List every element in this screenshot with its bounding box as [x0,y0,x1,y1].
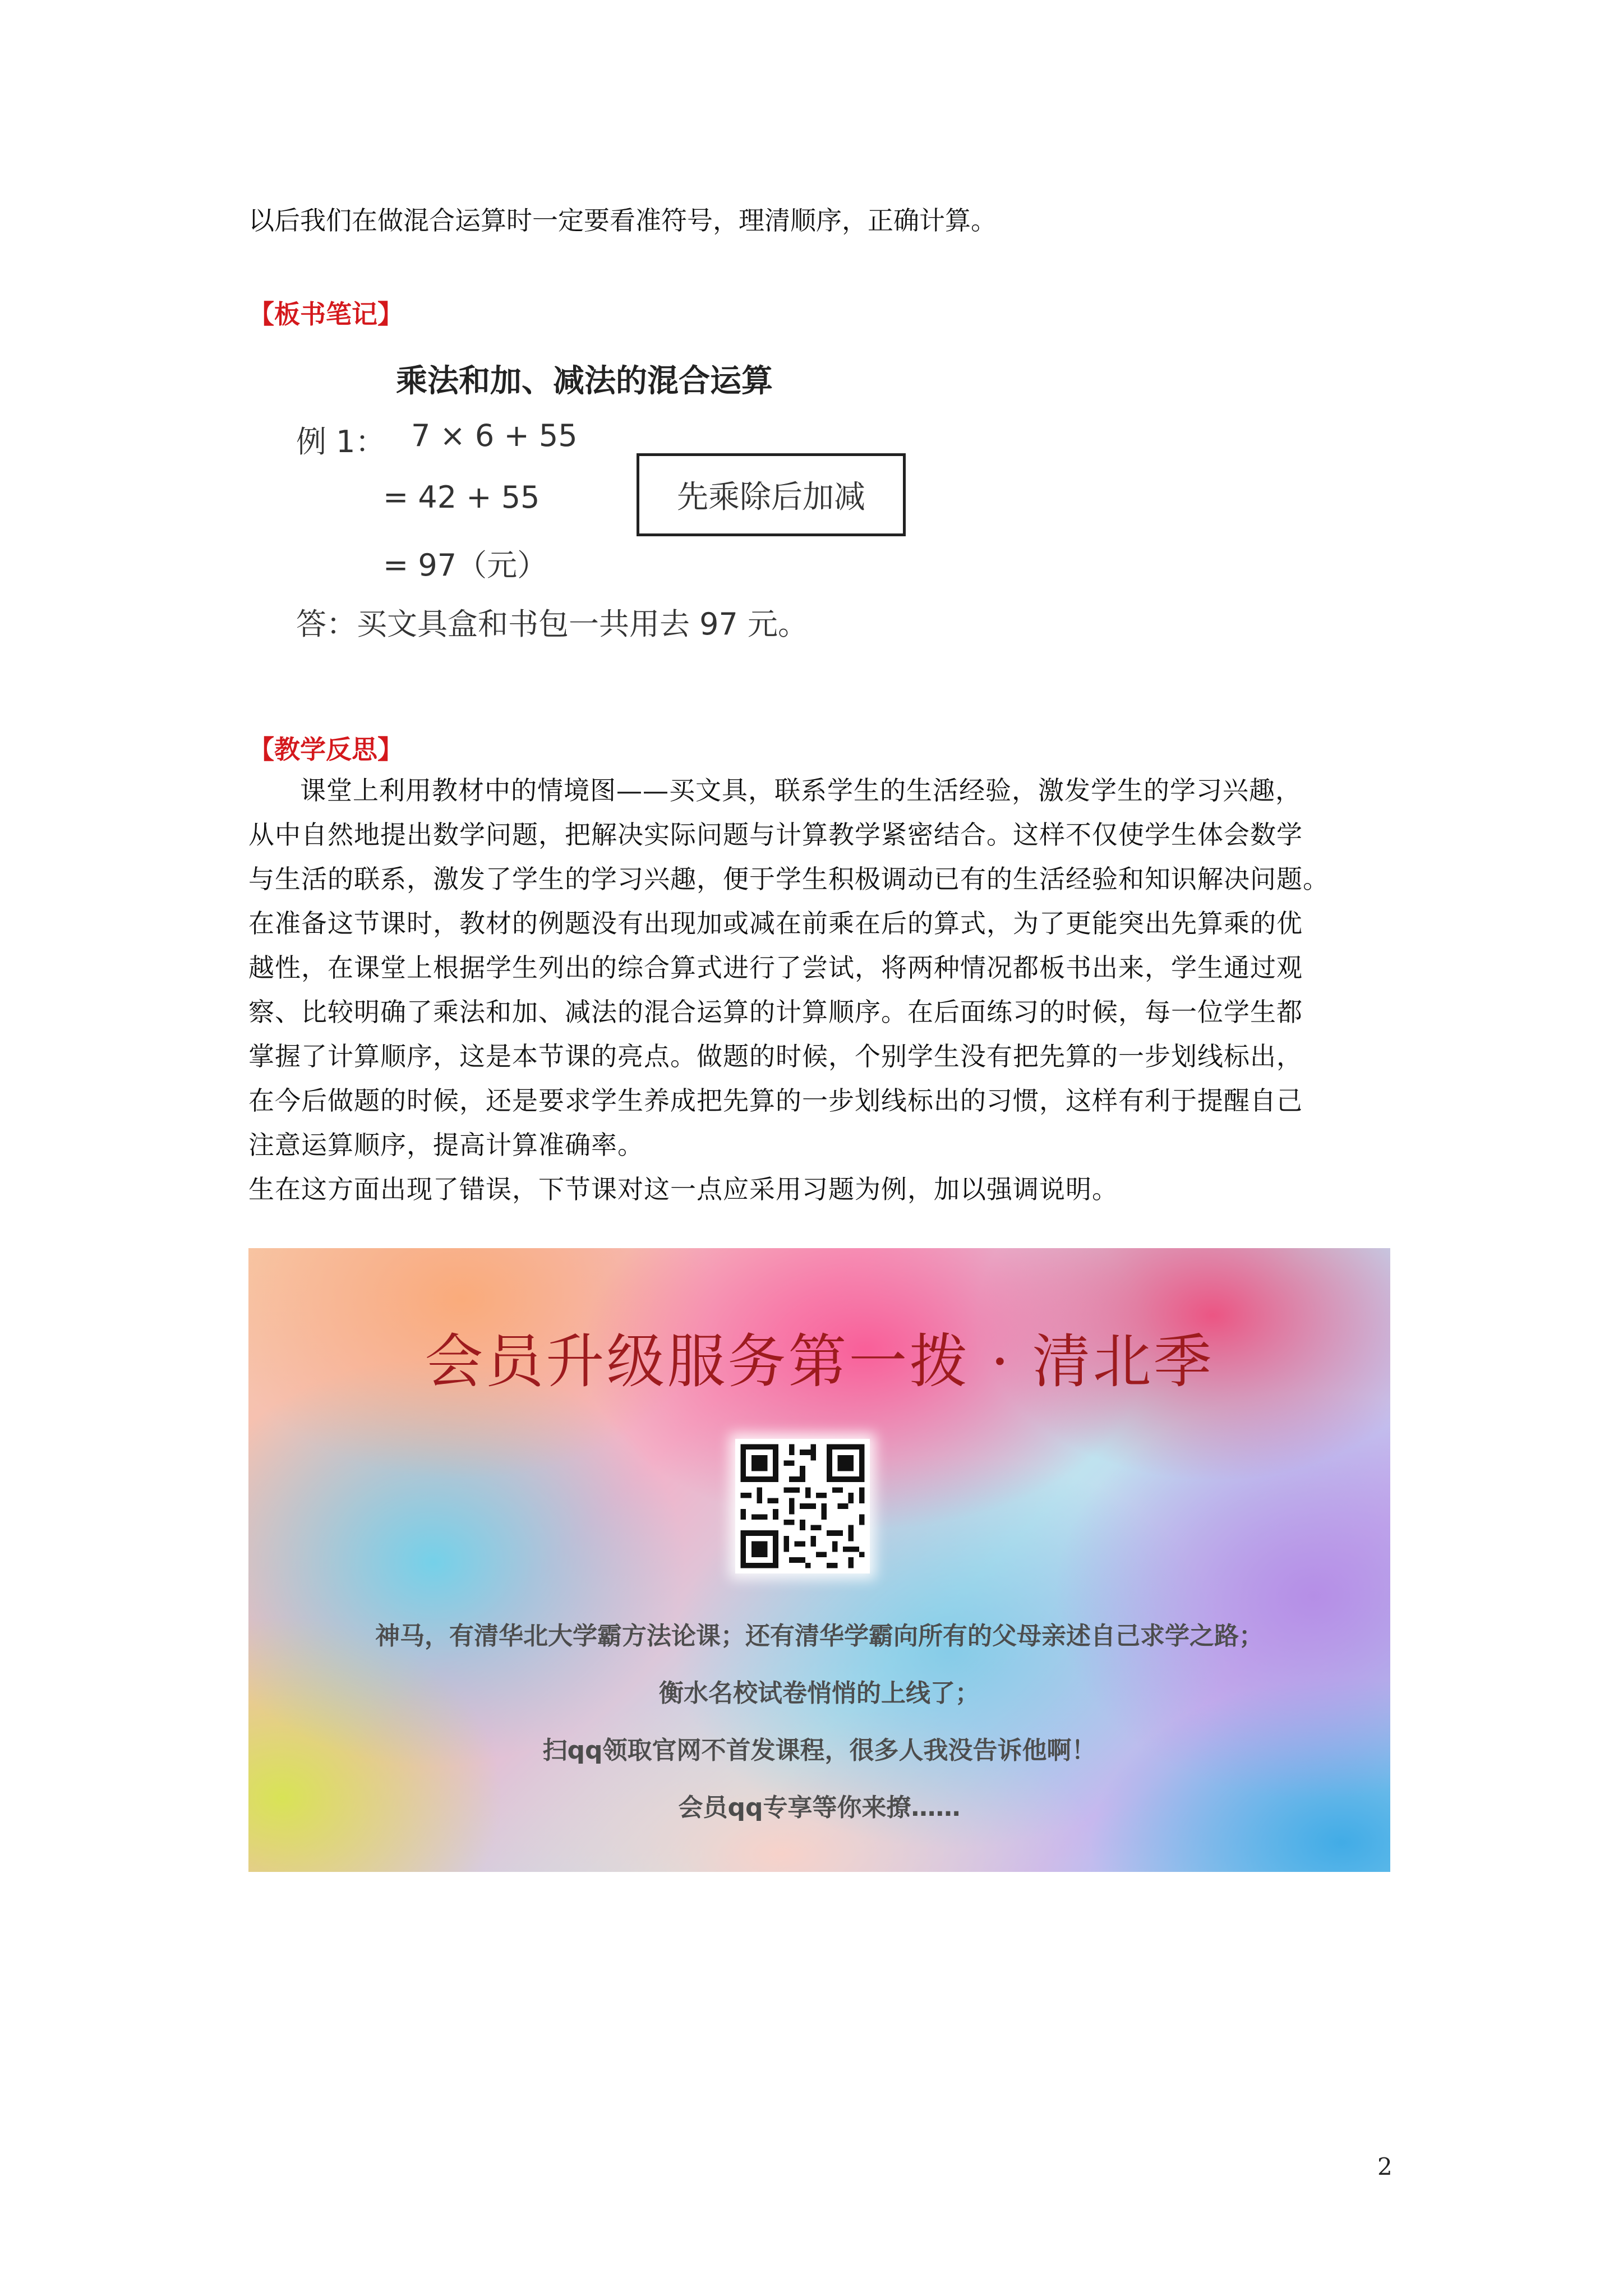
reflection-paragraph [248,769,1390,1212]
reflection-line: 越性，在课堂上根据学生列出的综合算式进行了尝试，将两种情况都板书出来，学生通过观 [248,953,1303,983]
banner-line-2: 衡水名校试卷悄悄的上线了； [659,1679,980,1708]
board-notes-heading: 【板书笔记】 [248,299,403,329]
reflection-heading: 【教学反思】 [248,734,403,765]
reflection-line: 注意运算顺序，提高计算准确率。 [248,1130,644,1160]
reflection-line: 掌握了计算顺序，这是本节课的亮点。做题的时候，个别学生没有把先算的一步划线标出， [248,1041,1303,1071]
reflection-line: 察、比较明确了乘法和加、减法的混合运算的计算顺序。在后面练习的时候，每一位学生都 [248,997,1303,1027]
board-notes-figure [248,337,978,651]
intro-text: 以后我们在做混合运算时一定要看准符号，理清顺序，正确计算。 [248,205,997,236]
banner-line-1: 神马，有清华北大学霸方法论课；还有清华学霸向所有的父母亲述自己求学之路； [375,1622,1264,1650]
banner-line-3: 扫qq领取官网不首发课程，很多人我没告诉他啊！ [542,1736,1096,1765]
reflection-line: 从中自然地提出数学问题，把解决实际问题与计算教学紧密结合。这样不仅使学生体会数学 [248,820,1303,850]
reflection-line: 在今后做题的时候，还是要求学生养成把先算的一步划线标出的习惯，这样有利于提醒自己 [248,1085,1303,1116]
equation-line-3: = 97（元） [383,547,548,583]
example-label: 例 1： [296,424,386,459]
board-notes-title: 乘法和加、减法的混合运算 [396,363,773,399]
reflection-line: 与生活的联系，激发了学生的学习兴趣，便于学生积极调动已有的生活经验和知识解决问题。 [248,864,1329,894]
banner-line-4: 会员qq专享等你来撩…… [678,1793,961,1822]
page-number: 2 [1377,2153,1393,2180]
reflection-line: 课堂上利用教材中的情境图——买文具，联系学生的生活经验，激发学生的学习兴趣， [300,775,1302,806]
answer-line: 答：买文具盒和书包一共用去 97 元。 [296,606,809,642]
promo-banner[interactable] [248,1248,1390,1872]
banner-title: 会员升级服务第一拨 · 清北季 [425,1327,1214,1396]
reflection-line: 在准备这节课时，教材的例题没有出现加或减在前乘在后的算式，为了更能突出先算乘的优 [248,908,1303,938]
rule-box: 先乘除后加减 [637,453,906,536]
equation-line-2: = 42 + 55 [383,480,540,515]
qr-code-icon[interactable] [735,1439,870,1573]
equation-line-1: 7 × 6 + 55 [411,418,578,453]
reflection-line: 生在这方面出现了错误，下节课对这一点应采用习题为例，加以强调说明。 [248,1174,1118,1204]
